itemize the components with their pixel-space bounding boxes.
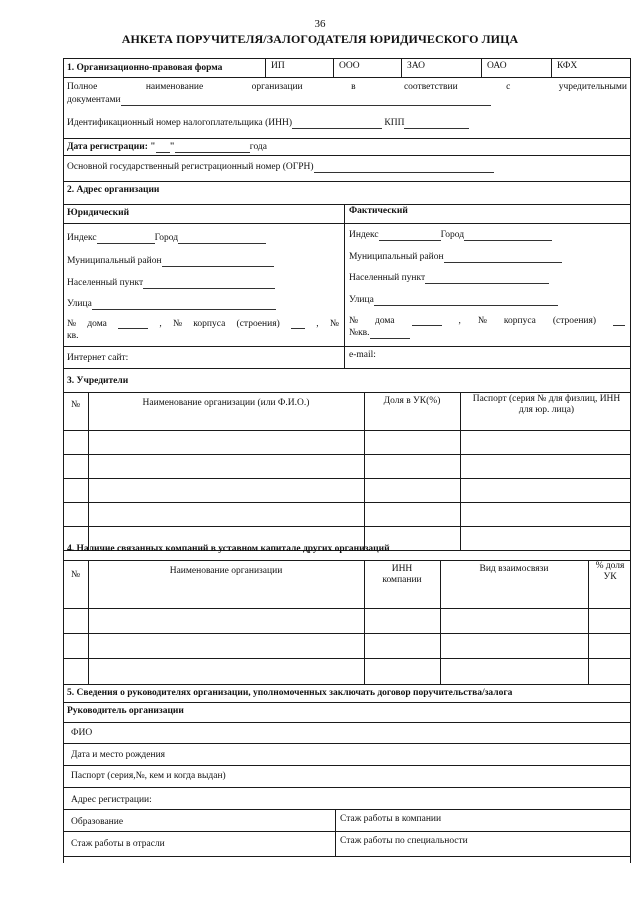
actual-settlement-row: Населенный пункт [349,273,549,284]
s3-row [63,478,631,479]
full-name-label-2: документами [67,95,491,106]
legal-index-row: Индекс Город [67,233,266,244]
section2-heading: 2. Адрес организации [67,185,160,195]
s4-row [63,658,631,659]
kpp-field[interactable] [404,119,469,129]
page-number: 36 [314,18,326,30]
s4-col-name: Наименование организации [169,566,283,576]
specialty-tenure-label[interactable]: Стаж работы по специальности [340,836,468,846]
s3-col-passport: Паспорт (серия № для физлиц, ИНН для юр. лица) [472,394,621,415]
s3-row [63,502,631,503]
form-option-oao[interactable]: ОАО [487,61,507,71]
s3-row [63,454,631,455]
reg-address-label[interactable]: Адрес регистрации: [71,795,152,805]
s4-col-relation: Вид взаимосвязи [479,564,549,574]
s3-col-name: Наименование организации (или Ф.И.О.) [142,398,310,408]
inn-field[interactable] [292,119,382,129]
reg-date-field[interactable] [175,143,250,153]
s4-col-no: № [71,570,81,580]
website-label: Интернет сайт: [67,353,129,363]
head-label: Руководитель организации [67,706,184,716]
full-name-field[interactable] [121,96,491,106]
form-title: АНКЕТА ПОРУЧИТЕЛЯ/ЗАЛОГОДАТЕЛЯ ЮРИДИЧЕСКОГО ЛИЦА [121,32,519,46]
actual-street-row: Улица [349,295,558,306]
s3-col-share: Доля в УК(%) [383,396,441,406]
legal-district-row: Муниципальный район [67,256,274,267]
actual-house-row: № дома , № корпуса (строения) [349,316,625,327]
legal-house-row: № дома , № корпуса (строения) , № [67,319,339,329]
reg-date-row: Дата регистрации: " " года [67,142,267,152]
s3-col-no: № [71,400,81,410]
full-name-label: Полное наименование организации в соответствии с учредительными [67,82,627,92]
fio-label[interactable]: ФИО [71,728,93,738]
actual-district-row: Муниципальный район [349,252,562,263]
email-label: e-mail: [349,350,376,360]
legal-street-row: Улица [67,299,276,310]
form-option-ooo[interactable]: ООО [339,61,360,71]
passport-label[interactable]: Паспорт (серия,№, кем и когда выдан) [71,771,226,781]
actual-index-row: Индекс Город [349,230,552,241]
birth-label[interactable]: Дата и место рождения [71,750,166,760]
s4-row [63,633,631,634]
s4-col-inn: ИНН компании [382,564,422,585]
actual-address-heading: Фактический [349,206,408,216]
company-tenure-label[interactable]: Стаж работы в компании [340,814,442,824]
s3-row [63,526,631,527]
education-label[interactable]: Образование [71,817,124,827]
form-option-ip[interactable]: ИП [271,61,285,71]
inn-row: Идентификационный номер налогоплательщика (ИНН) КПП [67,118,469,129]
ogrn-row: Основной государственный регистрационный номер (ОГРН) [67,162,494,173]
form-option-zao[interactable]: ЗАО [407,61,426,71]
s4-col-share: % доля УК [595,561,625,582]
actual-apt-row: №кв. [349,328,410,339]
legal-settlement-row: Населенный пункт [67,278,275,289]
legal-apt-row: кв. [67,331,79,341]
industry-tenure-label[interactable]: Стаж работы в отрасли [71,839,165,849]
questionnaire-form [63,58,631,863]
section4-heading: 4. Наличие связанных компаний в уставном капитале других организаций [67,544,390,554]
section3-heading: 3. Учредители [67,376,129,386]
legal-address-heading: Юридический [67,208,130,218]
section1-heading: 1. Организационно-правовая форма [67,63,223,73]
section5-heading: 5. Сведения о руководителях организации, уполномоченных заключать договор поручительства/залога [67,688,513,698]
form-option-kfh[interactable]: КФХ [557,61,578,71]
ogrn-field[interactable] [314,163,494,173]
